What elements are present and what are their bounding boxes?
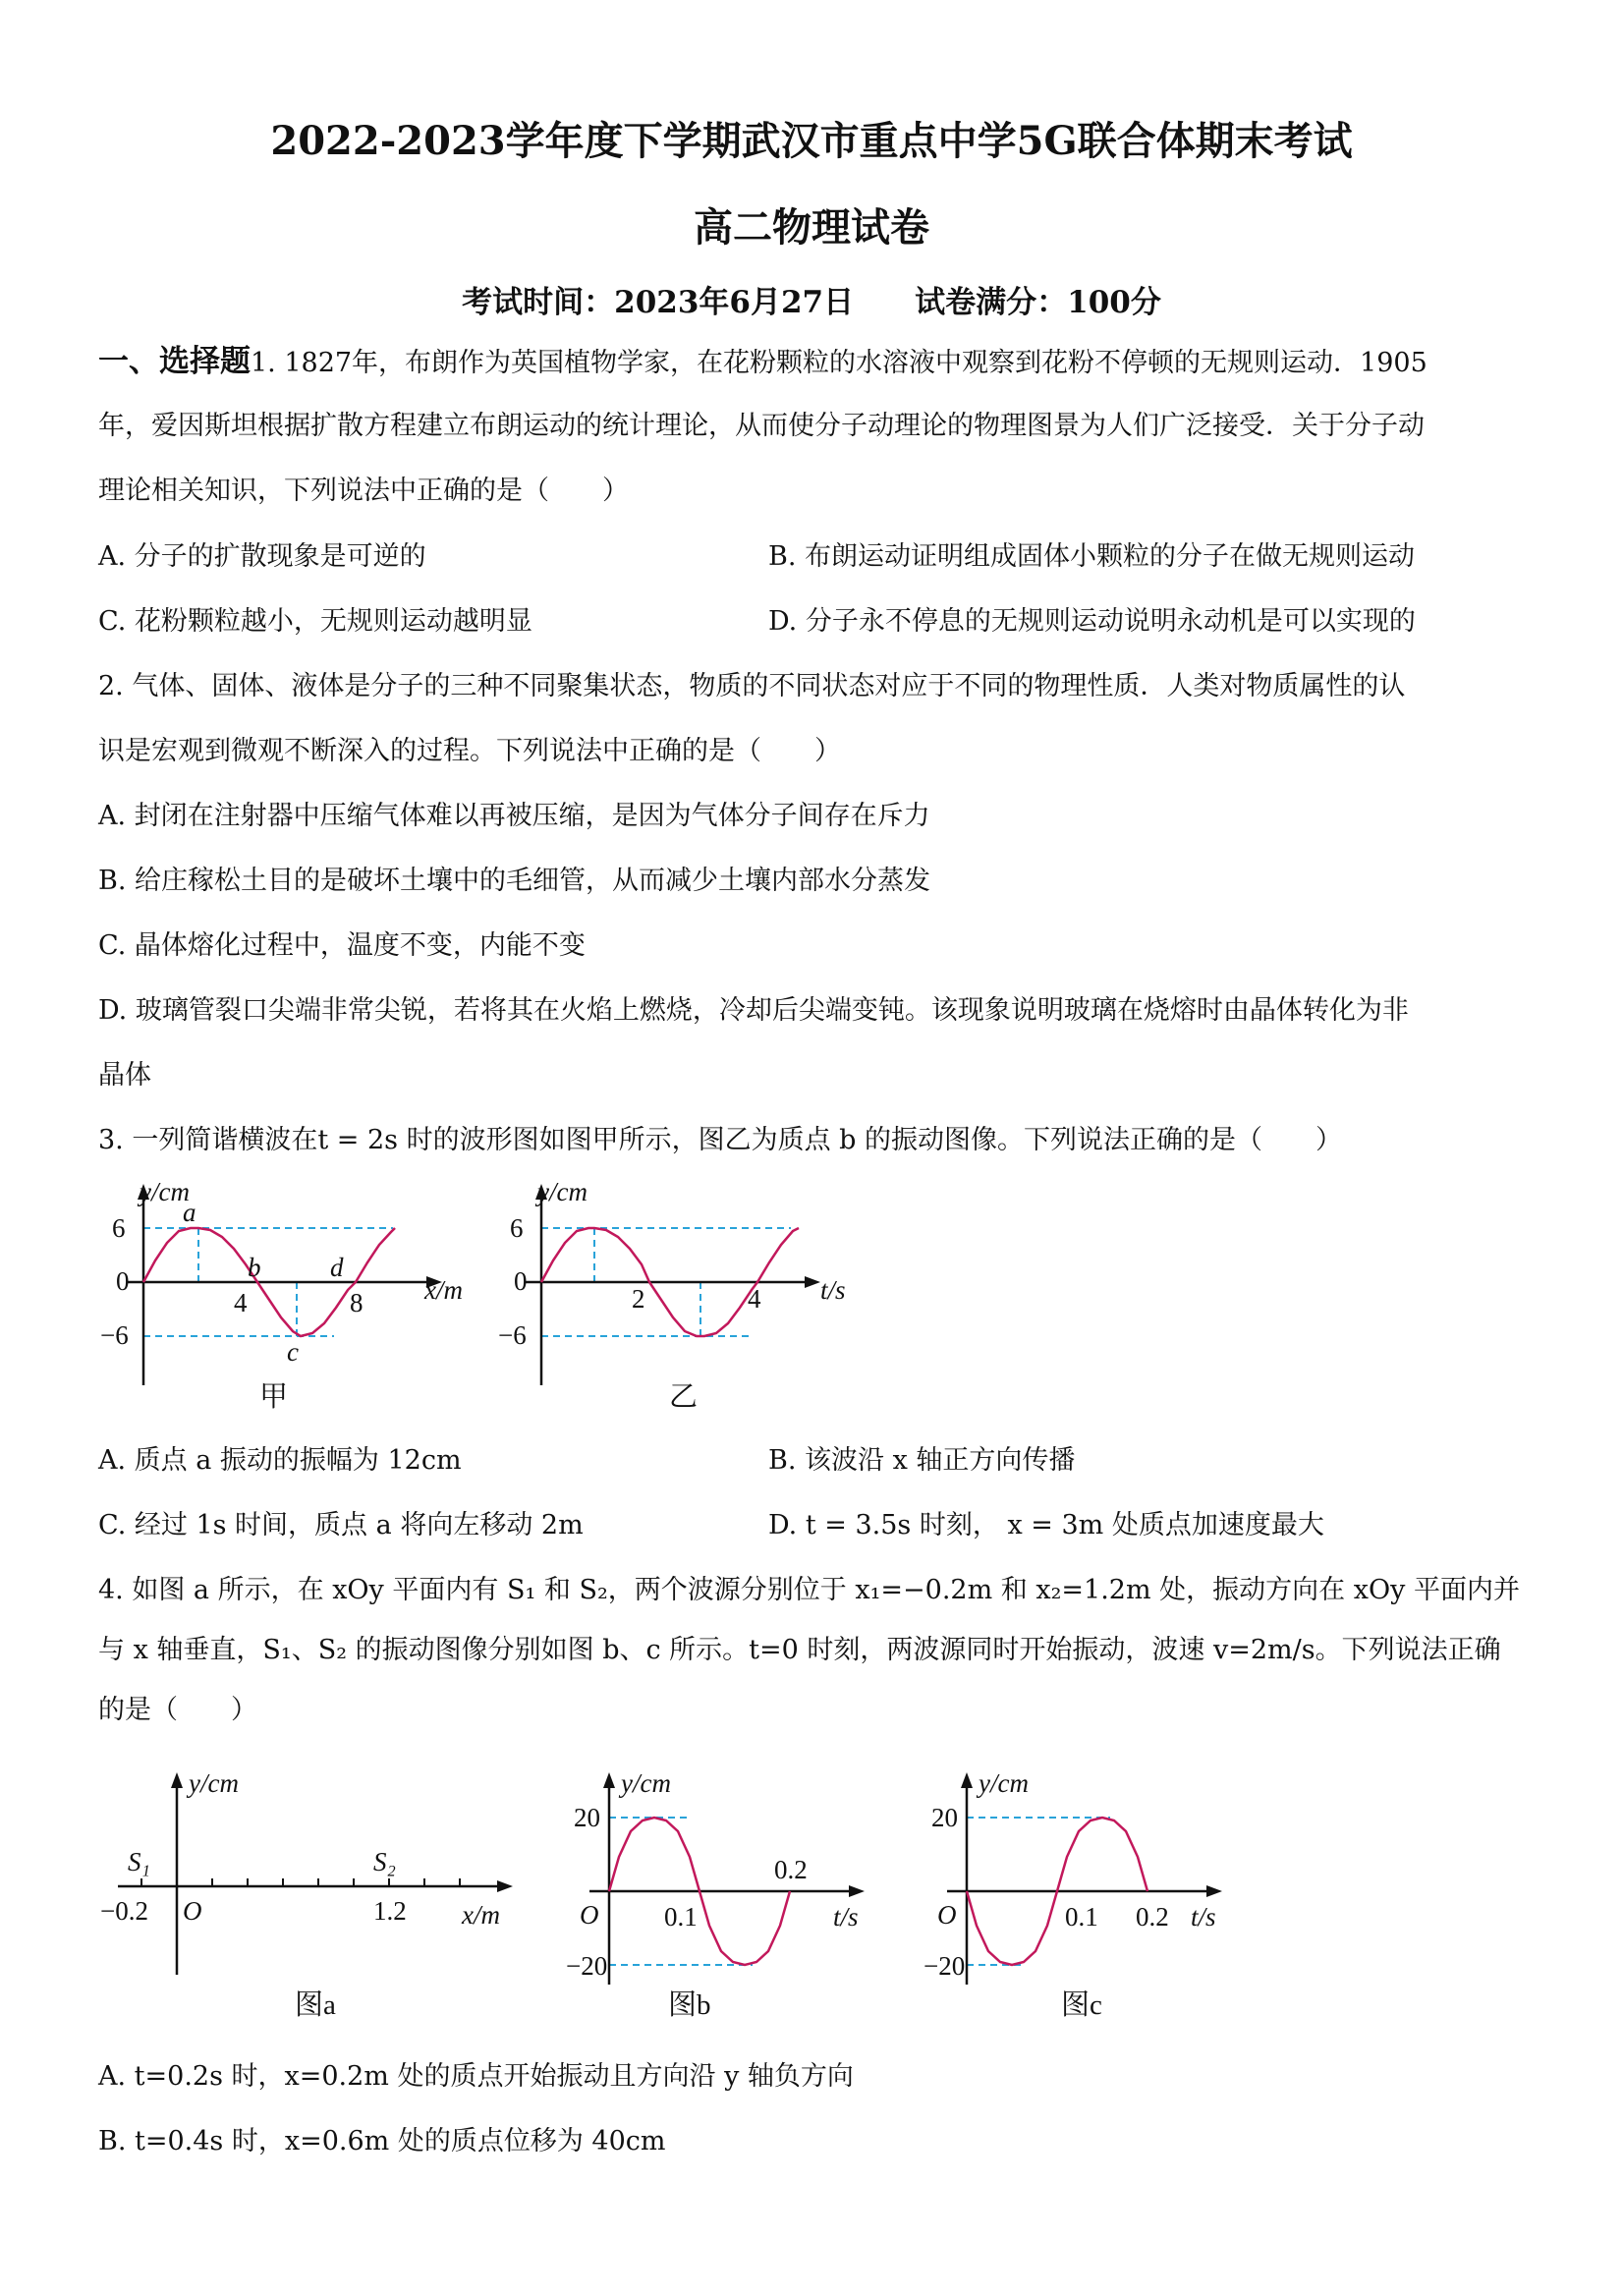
q1-option-d: D. 分子永不停息的无规则运动说明永动机是可以实现的 — [768, 606, 1416, 637]
fig-c-t1: 0.1 — [1065, 1902, 1098, 1932]
q4-line1: 4. 如图 a 所示，在 xOy 平面内有 S₁ 和 S₂，两个波源分别位于 x₁=−0.2m 和 x₂=1.2m 处，振动方向在 xOy 平面内并 — [98, 1575, 1520, 1605]
q4-line3: 的是（ ） — [98, 1695, 257, 1725]
q1-line1-text: 1. 1827年，布朗作为英国植物学家，在花粉颗粒的水溶液中观察到花粉不停顿的无规则运动．1905 — [251, 348, 1427, 378]
yi-xlabel: t/s — [820, 1275, 846, 1305]
q3-option-b: B. 该波沿 x 轴正方向传播 — [768, 1445, 1076, 1476]
fig-b-ypos: 20 — [574, 1803, 600, 1832]
q2-line1: 2. 气体、固体、液体是分子的三种不同聚集状态，物质的不同状态对应于不同的物理性质．人类对物质属性的认 — [98, 671, 1406, 701]
section-label: 一、选择题 — [98, 344, 251, 379]
yi-caption: 乙 — [669, 1381, 699, 1413]
jia-point-b: b — [248, 1253, 261, 1282]
jia-caption: 甲 — [259, 1381, 289, 1413]
q2-option-a: A. 封闭在注射器中压缩气体难以再被压缩，是因为气体分子间存在斥力 — [98, 801, 930, 831]
fig-a-xpos: 1.2 — [373, 1896, 407, 1926]
jia-zero: 0 — [116, 1266, 130, 1296]
fig-a-ylabel: y/cm — [189, 1768, 239, 1798]
yi-tick2: 4 — [748, 1284, 761, 1314]
jia-tick1: 4 — [234, 1288, 248, 1317]
jia-xlabel: x/m — [424, 1275, 463, 1305]
jia-point-d: d — [330, 1253, 344, 1282]
q4-line2: 与 x 轴垂直，S₁、S₂ 的振动图像分别如图 b、c 所示。t=0 时刻，两波源同时开始振动，波速 v=2m/s。下列说法正确 — [98, 1635, 1501, 1665]
fig-c-xlabel: t/s — [1191, 1902, 1216, 1932]
source-s1-vibration-figure-b — [566, 1759, 894, 2034]
jia-ylabel: y/cm — [140, 1177, 190, 1206]
fig-a-s2: S₂ — [373, 1847, 396, 1876]
fig-c-t2: 0.2 — [1136, 1902, 1169, 1932]
jia-tick2: 8 — [350, 1288, 364, 1317]
source-position-figure-a — [98, 1759, 540, 2034]
fig-a-xlabel: x/m — [462, 1900, 500, 1930]
q2-line2: 识是宏观到微观不断深入的过程。下列说法中正确的是（ ） — [98, 736, 841, 766]
source-s2-vibration-figure-c — [923, 1759, 1252, 2034]
q2-option-b: B. 给庄稼松土目的是破坏土壤中的毛细管，从而减少土壤内部水分蒸发 — [98, 866, 931, 896]
fig-b-yneg: −20 — [566, 1951, 608, 1981]
fig-a-s1: S₁ — [128, 1847, 150, 1876]
fig-b-origin: O — [580, 1900, 599, 1930]
fig-a-caption: 图a — [295, 1989, 336, 2021]
q2-option-d-line2: 晶体 — [98, 1060, 151, 1091]
q1-option-c: C. 花粉颗粒越小，无规则运动越明显 — [98, 606, 532, 637]
q4-option-b: B. t=0.4s 时，x=0.6m 处的质点位移为 40cm — [98, 2126, 666, 2156]
wave-figure-jia — [98, 1174, 521, 1425]
q1-line1 — [98, 344, 1533, 381]
fig-c-yneg: −20 — [923, 1951, 966, 1981]
jia-ypos: 6 — [112, 1213, 126, 1243]
q3-option-a: A. 质点 a 振动的振幅为 12cm — [98, 1445, 462, 1476]
fig-b-t1: 0.1 — [664, 1902, 698, 1932]
fig-c-ylabel: y/cm — [979, 1768, 1029, 1798]
yi-ypos: 6 — [510, 1213, 524, 1243]
fig-c-origin: O — [937, 1900, 957, 1930]
q2-option-c: C. 晶体熔化过程中，温度不变，内能不变 — [98, 930, 586, 961]
q1-line2: 年，爱因斯坦根据扩散方程建立布朗运动的统计理论，从而使分子动理论的物理图景为人们广泛接受．关于分子动 — [98, 411, 1425, 441]
fig-a-origin: O — [183, 1896, 202, 1926]
fig-b-caption: 图b — [668, 1989, 711, 2021]
q4-option-a: A. t=0.2s 时，x=0.2m 处的质点开始振动且方向沿 y 轴负方向 — [98, 2061, 854, 2092]
q2-option-d-line1: D. 玻璃管裂口尖端非常尖锐，若将其在火焰上燃烧，冷却后尖端变钝。该现象说明玻璃在烧熔时由晶体转化为非 — [98, 995, 1409, 1026]
jia-point-c: c — [287, 1337, 299, 1367]
yi-zero: 0 — [514, 1266, 528, 1296]
yi-tick1: 2 — [632, 1284, 645, 1314]
q1-option-b: B. 布朗运动证明组成固体小颗粒的分子在做无规则运动 — [768, 541, 1416, 572]
yi-yneg: −6 — [498, 1320, 527, 1350]
q1-option-a: A. 分子的扩散现象是可逆的 — [98, 541, 426, 572]
q3-option-d: D. t = 3.5s 时刻， x = 3m 处质点加速度最大 — [768, 1510, 1324, 1540]
fig-b-t2: 0.2 — [774, 1855, 808, 1884]
exam-title: 2022-2023学年度下学期武汉市重点中学5G联合体期末考试 — [270, 118, 1353, 164]
fig-a-xneg: −0.2 — [100, 1896, 148, 1926]
q1-line3: 理论相关知识，下列说法中正确的是（ ） — [98, 476, 629, 506]
fig-b-ylabel: y/cm — [621, 1768, 671, 1798]
exam-info: 考试时间：2023年6月27日 试卷满分：100分 — [462, 285, 1161, 320]
vibration-figure-yi — [496, 1174, 889, 1425]
fig-b-xlabel: t/s — [833, 1902, 859, 1932]
yi-ylabel: y/cm — [537, 1177, 588, 1206]
jia-point-a: a — [183, 1198, 196, 1227]
q3-stem: 3. 一列简谐横波在t = 2s 时的波形图如图甲所示，图乙为质点 b 的振动图像。下列说法正确的是（ ） — [98, 1125, 1343, 1155]
jia-yneg: −6 — [100, 1320, 129, 1350]
fig-c-ypos: 20 — [931, 1803, 958, 1832]
q3-option-c: C. 经过 1s 时间，质点 a 将向左移动 2m — [98, 1510, 584, 1540]
exam-subtitle: 高二物理试卷 — [694, 204, 929, 251]
fig-c-caption: 图c — [1061, 1989, 1102, 2021]
